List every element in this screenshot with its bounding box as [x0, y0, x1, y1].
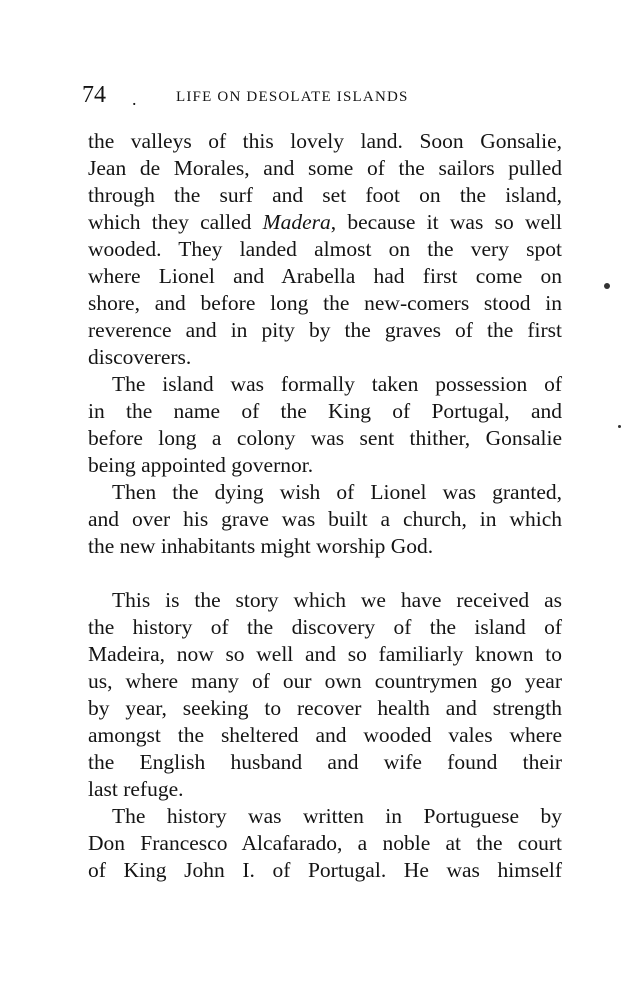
text-line: Madeira, now so well and so familiarly known to — [88, 642, 562, 666]
text-line: The island was formally taken possession of — [112, 372, 562, 396]
running-head: LIFE ON DESOLATE ISLANDS — [176, 89, 409, 105]
text-line: and over his grave was built a church, in which — [88, 507, 562, 531]
text-line: of King John I. of Portugal. He was himself — [88, 858, 562, 882]
section-break — [88, 560, 562, 587]
text-line: The history was written in Portuguese by — [112, 804, 562, 828]
body-text — [88, 128, 562, 884]
text-line: Jean de Morales, and some of the sailors pulled — [88, 156, 562, 180]
text-line: the English husband and wife found their — [88, 750, 562, 774]
header-separator: . — [132, 89, 137, 109]
text-line: Don Francesco Alcafarado, a noble at the court — [88, 831, 562, 855]
text-line: wooded. They landed almost on the very spot — [88, 237, 562, 261]
text-line: This is the story which we have received as — [112, 588, 562, 612]
text-line: through the surf and set foot on the island, — [88, 183, 562, 207]
text-line: Then the dying wish of Lionel was granted, — [112, 480, 562, 504]
text-line: before long a colony was sent thither, Gonsalie — [88, 426, 562, 450]
text-line: discoverers. — [88, 345, 192, 369]
text-line: which they called Madera, because it was so well — [88, 210, 562, 234]
text-line: last refuge. — [88, 777, 184, 801]
italic-place-name: Madera — [262, 210, 331, 234]
text-line: where Lionel and Arabella had first come on — [88, 264, 562, 288]
page-number: 74 — [82, 82, 106, 108]
text-line: the history of the discovery of the island of — [88, 615, 562, 639]
text-line: reverence and in pity by the graves of the first — [88, 318, 562, 342]
text-line: shore, and before long the new-comers stood in — [88, 291, 562, 315]
text-line: amongst the sheltered and wooded vales where — [88, 723, 562, 747]
text-line: the valleys of this lovely land. Soon Gonsalie, — [88, 129, 562, 153]
ink-speck — [604, 283, 610, 289]
text-line: in the name of the King of Portugal, and — [88, 399, 562, 423]
page-header — [82, 80, 562, 110]
text-line: being appointed governor. — [88, 453, 314, 477]
ink-speck — [618, 425, 621, 428]
text-line: by year, seeking to recover health and strength — [88, 696, 562, 720]
text-line: the new inhabitants might worship God. — [88, 534, 434, 558]
text-line: us, where many of our own countrymen go year — [88, 669, 562, 693]
